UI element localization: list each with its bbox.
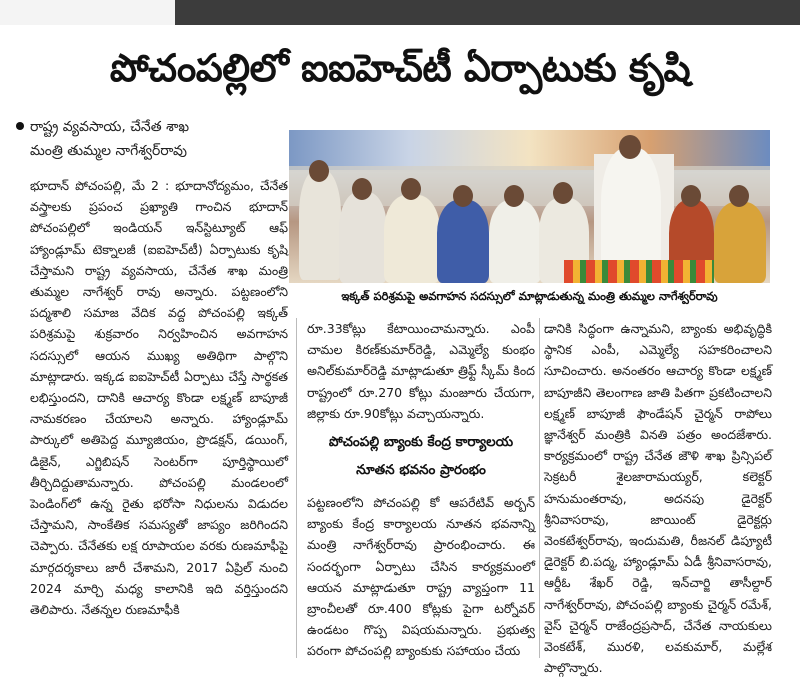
photo-person-head	[553, 182, 573, 204]
photo-person-head	[453, 185, 473, 207]
bullet-icon	[16, 122, 24, 130]
column-divider	[539, 318, 540, 658]
photo-person-head	[401, 178, 421, 200]
article-paragraph: భూదాన్ పోచంపల్లి, మే 2 : భూదానోద్యమం, చేనేత వస్త్రాలకు ప్రపంచ ప్రఖ్యాతి గాంచిన భూదాన్ పోచంపల్లిలో ఇండియన్ ఇన్‌స్టిట్యూట్ ఆఫ్ హ్యాండ్లూమ్ టెక్నాలజీ (ఐఐహెచ్‌టీ) ఏర్పాటుకు కృషి చేస్తామని రాష్ట్ర వ్యవసాయ, చేనేత శాఖ మంత్రి తుమ్మల నాగేశ్వర్ రావు అన్నారు. పట్టణంలోని పద్మశాలి సమాజ వేదిక వద్ద పోచంపల్లి ఇక్కత్ పరిశ్రమపై శుక్రవారం నిర్వహించిన అవగాహన సదస్సులో ఆయన ముఖ్య అతిథిగా పాల్గొని మాట్లాడారు. ఇక్కడ ఐఐహెచ్‌టీ ఏర్పాటు చేస్తే సార్థకత లభిస్తుందని, దానికి ఆచార్య కొండా లక్ష్మణ్ బాపూజీ నామకరణం చేయాలని అన్నారు. హ్యాండ్లూమ్ పార్కులో అతిపెద్ద మ్యూజియం, ప్రొడక్షన్, డయింగ్, డిజైన్, ఎగ్జిబిషన్ సెంటర్‌గా పూర్తిస్థాయిలో తీర్చిదిద్దుతామన్నారు. పోచంపల్లి మండలంలో పెండింగ్‌లో ఉన్న రైతు భరోసా నిధులను విడుదల చేస్తామని, సాంకేతిక సమస్యతో జాప్యం జరిగిందని చెప్పారు. చేనేతకు లక్ష రూపాయల వరకు రుణమాఫీపై మార్గదర్శకాలు జారీ చేశామని, 2017 ఏప్రిల్ నుంచి 2024 మార్చి మధ్య కాలానికి ఇది వర్తిస్తుందని తెలిపారు. నేతన్నల రుణమాఫీకి	[30, 178, 288, 618]
article-paragraph: డానికి సిద్ధంగా ఉన్నామని, బ్యాంకు అభివృద్ధికి స్థానిక ఎంపీ, ఎమ్మెల్యే సహకరించాలని సూచించారు. అనంతరం ఆచార్య కొండా లక్ష్మణ్ బాపూజీని తెలంగాణ జాతి పితగా ప్రకటించాలని లక్ష్మణ్ బాపూజీ ఫౌండేషన్ చైర్మన్ రాపోలు జ్ఞానేశ్వర్ మంత్రికి వినతి పత్రం అందజేశారు. కార్యక్రమంలో రాష్ట్ర చేనేత జౌళి శాఖ ప్రిన్సిపల్ సెక్రటరీ శైలజారామయ్యర్, కలెక్టర్ హనుమంతరావు, అదనపు డైరెక్టర్ శ్రీనివాసరావు, జాయింట్ డైరెక్టర్లు వెంకటేశ్వర్‌రావు, ఇందుమతి, రీజనల్ డిప్యూటీ డైరెక్టర్ బి.పద్మ, హ్యాండ్లూమ్ ఏడీ శ్రీనివాసరావు, ఆర్డీఓ శేఖర్ రెడ్డి, ఇన్‌చార్జి తాసీల్దార్ నాగేశ్వర్‌రావు, పోచంపల్లి బ్యాంకు చైర్మన్ రమేశ్, వైస్ చైర్మన్ రాజేంద్రప్రసాద్, చేనేత నాయకులు వెంకటేశ్, మురళి, లవకుమార్, మల్లేశ పాల్గొన్నారు.	[544, 321, 772, 676]
subhead-line-2: మంత్రి తుమ్మల నాగేశ్వర్‌రావు	[30, 143, 187, 159]
news-photo	[289, 130, 770, 283]
article-column-3	[544, 318, 772, 676]
top-bar-light-strip	[0, 0, 175, 25]
column-divider	[296, 318, 297, 658]
photo-person	[437, 200, 489, 283]
photo-person-head	[309, 160, 329, 182]
photo-person-head	[729, 185, 749, 207]
photo-person	[339, 192, 387, 283]
top-bar	[0, 0, 800, 27]
subsection-heading	[307, 428, 535, 486]
article-column-1	[30, 175, 288, 655]
photo-speaker-head	[619, 135, 641, 159]
article-paragraph: రూ.33కోట్లు కేటాయించామన్నారు. ఎంపీ చామల కిరణ్‌కుమార్‌రెడ్డి, ఎమ్మెల్యే కుంభం అనిల్‌కుమార్‌రెడ్డి మాట్లాడుతూ త్రిఫ్ట్ స్కీమ్ కింద రాష్ట్రంలో రూ.270 కోట్లు మంజూరు చేయగా, జిల్లాకు రూ.90కోట్లు వచ్చాయన్నారు.	[307, 321, 535, 421]
subhead-line-1: రాష్ట్ర వ్యవసాయ, చేనేత శాఖ	[30, 119, 190, 135]
article-column-2-continued	[307, 492, 535, 662]
subhead	[30, 115, 280, 163]
top-bar-dark-strip	[175, 0, 800, 25]
subsection-heading-line-1: పోచంపల్లి బ్యాంకు కేంద్ర కార్యాలయ	[328, 434, 514, 450]
subsection-heading-line-2: నూతన భవనం ప్రారంభం	[356, 462, 486, 478]
photo-person	[714, 202, 766, 283]
photo-flowers	[564, 260, 714, 283]
photo-person	[299, 170, 341, 280]
photo-person-head	[352, 178, 372, 200]
photo-caption: ఇక్కత్ పరిశ్రమపై అవగాహన సదస్సులో మాట్లాడుతున్న మంత్రి తుమ్మల నాగేశ్వర్‌రావు	[341, 289, 718, 303]
photo-banner	[289, 130, 770, 170]
photo-person-head	[504, 185, 524, 207]
article-paragraph: పట్టణంలోని పోచంపల్లి కో ఆపరేటివ్ అర్బన్ బ్యాంకు కేంద్ర కార్యాలయ నూతన భవనాన్ని మంత్రి నాగేశ్వర్‌రావు ప్రారంభించారు. ఈ సందర్భంగా ఏర్పాటు చేసిన కార్యక్రమంలో ఆయన మాట్లాడుతూ రాష్ట్ర వ్యాప్తంగా 11 బ్రాంచీలతో రూ.400 కోట్లకు పైగా టర్నోవర్ ఉండటం గొప్ప విషయమన్నారు. ప్రభుత్వ పరంగా పోచంపల్లి బ్యాంకుకు సహాయం చేయ	[307, 495, 535, 659]
photo-person-head	[681, 185, 701, 207]
photo-person	[384, 195, 440, 283]
headline: పోచంపల్లిలో ఐఐహెచ్‌టీ ఏర్పాటుకు కృషి	[109, 46, 691, 90]
photo-person	[489, 200, 541, 283]
article-column-2	[307, 318, 535, 423]
